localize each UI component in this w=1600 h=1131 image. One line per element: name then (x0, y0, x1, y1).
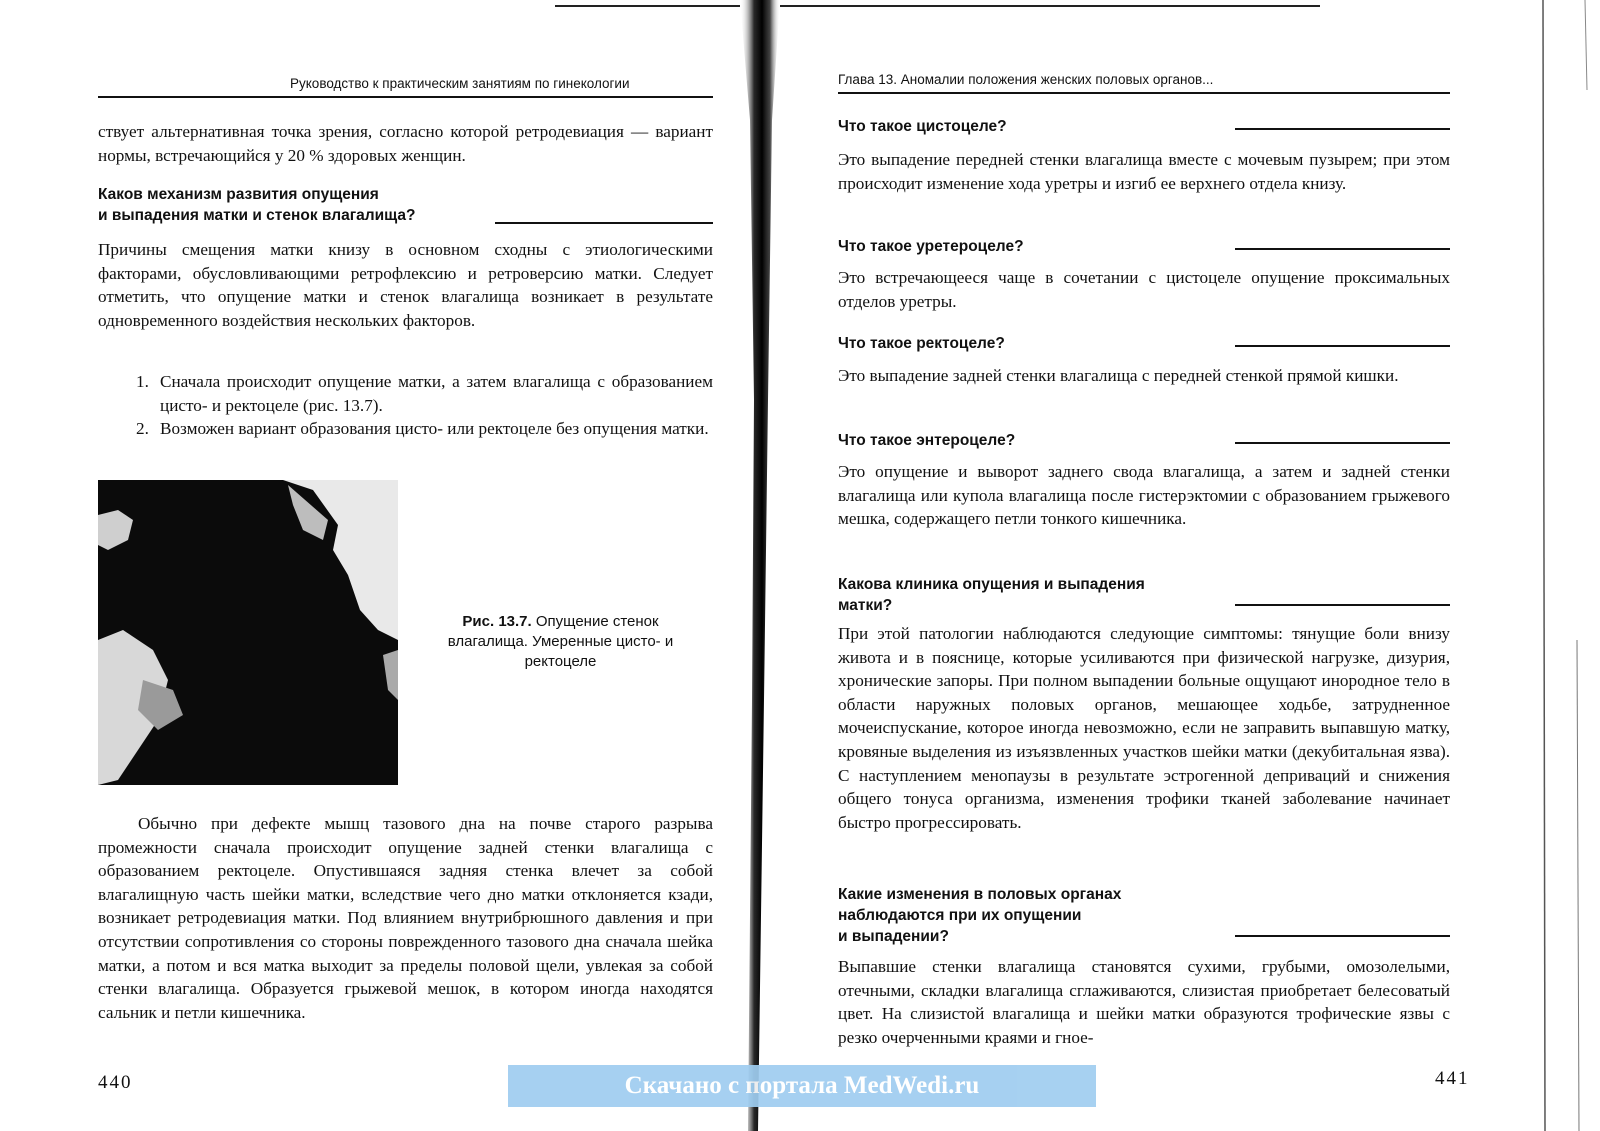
page-number-right: 441 (1435, 1068, 1470, 1089)
question-rule (1235, 442, 1450, 444)
answer-cystocele: Это выпадение передней стенки влагалища вместе с мочевым пузырем; при этом происходит изменение хода уретры и изгиб ее верхнего отдела книзу. (838, 150, 1450, 193)
answer-clinic-block (838, 622, 1450, 834)
watermark-banner: Скачано с портала MedWedi.ru (508, 1065, 1096, 1107)
answer-mechanism: Причины смещения матки книзу в основном сходны с этиологическими факторами, обусловливающими ретрофлексию и ретроверсию матки. Следует отметить, что опущение матки и стенок влагалища возникает в результате одновременного воздействия нескольких факторов. (98, 240, 713, 330)
question-rule (1235, 935, 1450, 937)
figure-image (98, 480, 398, 785)
question-line: Какие изменения в половых органах (838, 886, 1122, 903)
answer-rectocele: Это выпадение задней стенки влагалища с передней стенкой прямой кишки. (838, 366, 1399, 385)
question-rule (1235, 128, 1450, 130)
figure-caption (428, 612, 693, 672)
scan-edge-right (1535, 0, 1595, 1131)
scan-edge-line (555, 5, 740, 7)
intro-paragraph: ствует альтернативная точка зрения, согласно которой ретродевиация — вариант нормы, встречающийся у 20 % здоровых женщин. (98, 122, 713, 165)
answer-clinic: При этой патологии наблюдаются следующие симптомы: тянущие боли внизу живота и в пояснице, которые усиливаются при физической нагрузке, дизурия, хронические запоры. При полном выпадении больные ощущают инородное тело в области наружных половых органов, мешающее ходьбе, затрудненное мочеиспускание, которое иногда невозможно, если не заправить выпавшую матку, кровяные выделения из изъязвленных участков шейки матки (декубитальная язва). С наступлением менопаузы в результате эстрогенной деприваций и снижения общего тонуса организма, изменения трофики тканей заболевание начинает быстро прогрессировать. (838, 624, 1450, 832)
header-rule-right (838, 92, 1450, 94)
question-line: матки? (838, 597, 893, 614)
question-line: Какова клиника опущения и выпадения (838, 576, 1145, 593)
answer-cystocele-block (838, 148, 1450, 195)
question-line: и выпадении? (838, 928, 949, 945)
running-head-right: Глава 13. Аномалии положения женских половых органов... (838, 72, 1214, 87)
answer-enterocele: Это опущение и выворот заднего свода влагалища, а затем и задней стенки влагалища или купола влагалища после гистерэктомии с образованием грыжевого мешка, содержащего петли тонкого кишечника. (838, 462, 1450, 529)
list-item: 2. Возможен вариант образования цисто- или ректоцеле без опущения матки. (136, 419, 709, 439)
question-rule (1235, 345, 1450, 347)
page-number-left: 440 (98, 1072, 133, 1093)
figure-photo (98, 480, 398, 785)
answer-ureterocele: Это встречающееся чаще в сочетании с цистоцеле опущение проксимальных отделов уретры. (838, 268, 1450, 311)
question-rectocele: Что такое ректоцеле? (838, 335, 1005, 352)
list-item: 1. Сначала происходит опущение матки, а затем влагалища с образованием цисто- и ректоцеле (рис. 13.7). (136, 372, 713, 415)
closing-block (98, 812, 713, 1024)
answer-rectocele-block (838, 364, 1450, 388)
question-changes (838, 884, 1121, 947)
intro-block (98, 120, 713, 167)
scan-edge-line (780, 5, 1320, 7)
question-rule (1235, 604, 1450, 606)
question-line: Каков механизм развития опущения (98, 186, 379, 203)
question-clinic (838, 574, 1145, 616)
figure-caption-text: Опущение стенок влагалища. Умеренные цисто- и ректоцеле (447, 613, 674, 670)
question-cystocele: Что такое цистоцеле? (838, 118, 1007, 135)
answer-enterocele-block (838, 460, 1450, 531)
left-page (0, 0, 740, 1131)
question-line: наблюдаются при их опущении (838, 907, 1082, 924)
header-rule-left (98, 96, 713, 98)
answer-changes: Выпавшие стенки влагалища становятся сухими, грубыми, омозолелыми, отечными, складки влагалища сглаживаются, слизистая приобретает белесоватый цвет. На слизистой влагалища и шейки матки образуются трофические язвы с резко очерченными краями и гное- (838, 957, 1450, 1047)
running-head-left: Руководство к практическим занятиям по гинекологии (290, 76, 630, 91)
answer-mechanism-block (98, 238, 713, 332)
closing-paragraph: Обычно при дефекте мышц тазового дна на почве старого разрыва промежности сначала происходит опущение задней стенки влагалища с образованием ректоцеле. Опустившаяся задняя стенка влечет за собой влагалищную часть шейки матки, вследствие чего дно матки отклоняется кзади, возникает ретродевиация матки. Под влиянием внутрибрюшного давления и при отсутствии сопротивления со стороны поврежденного тазового дна сначала шейка матки, а потом и вся матка выходит за пределы половой щели, увлекая за собой стенки влагалища. Образуется грыжевой мешок, в котором иногда находятся сальник и петли кишечника. (98, 814, 713, 1022)
right-page (780, 0, 1600, 1131)
mechanism-list (98, 370, 713, 441)
question-rule (495, 222, 713, 224)
figure-caption-label: Рис. 13.7. (462, 613, 532, 630)
question-rule (1235, 248, 1450, 250)
question-ureterocele: Что такое уретероцеле? (838, 238, 1024, 255)
question-mechanism (98, 184, 518, 226)
answer-ureterocele-block (838, 266, 1450, 313)
answer-changes-block (838, 955, 1450, 1049)
question-line: и выпадения матки и стенок влагалища? (98, 207, 416, 224)
question-enterocele: Что такое энтероцеле? (838, 432, 1016, 449)
